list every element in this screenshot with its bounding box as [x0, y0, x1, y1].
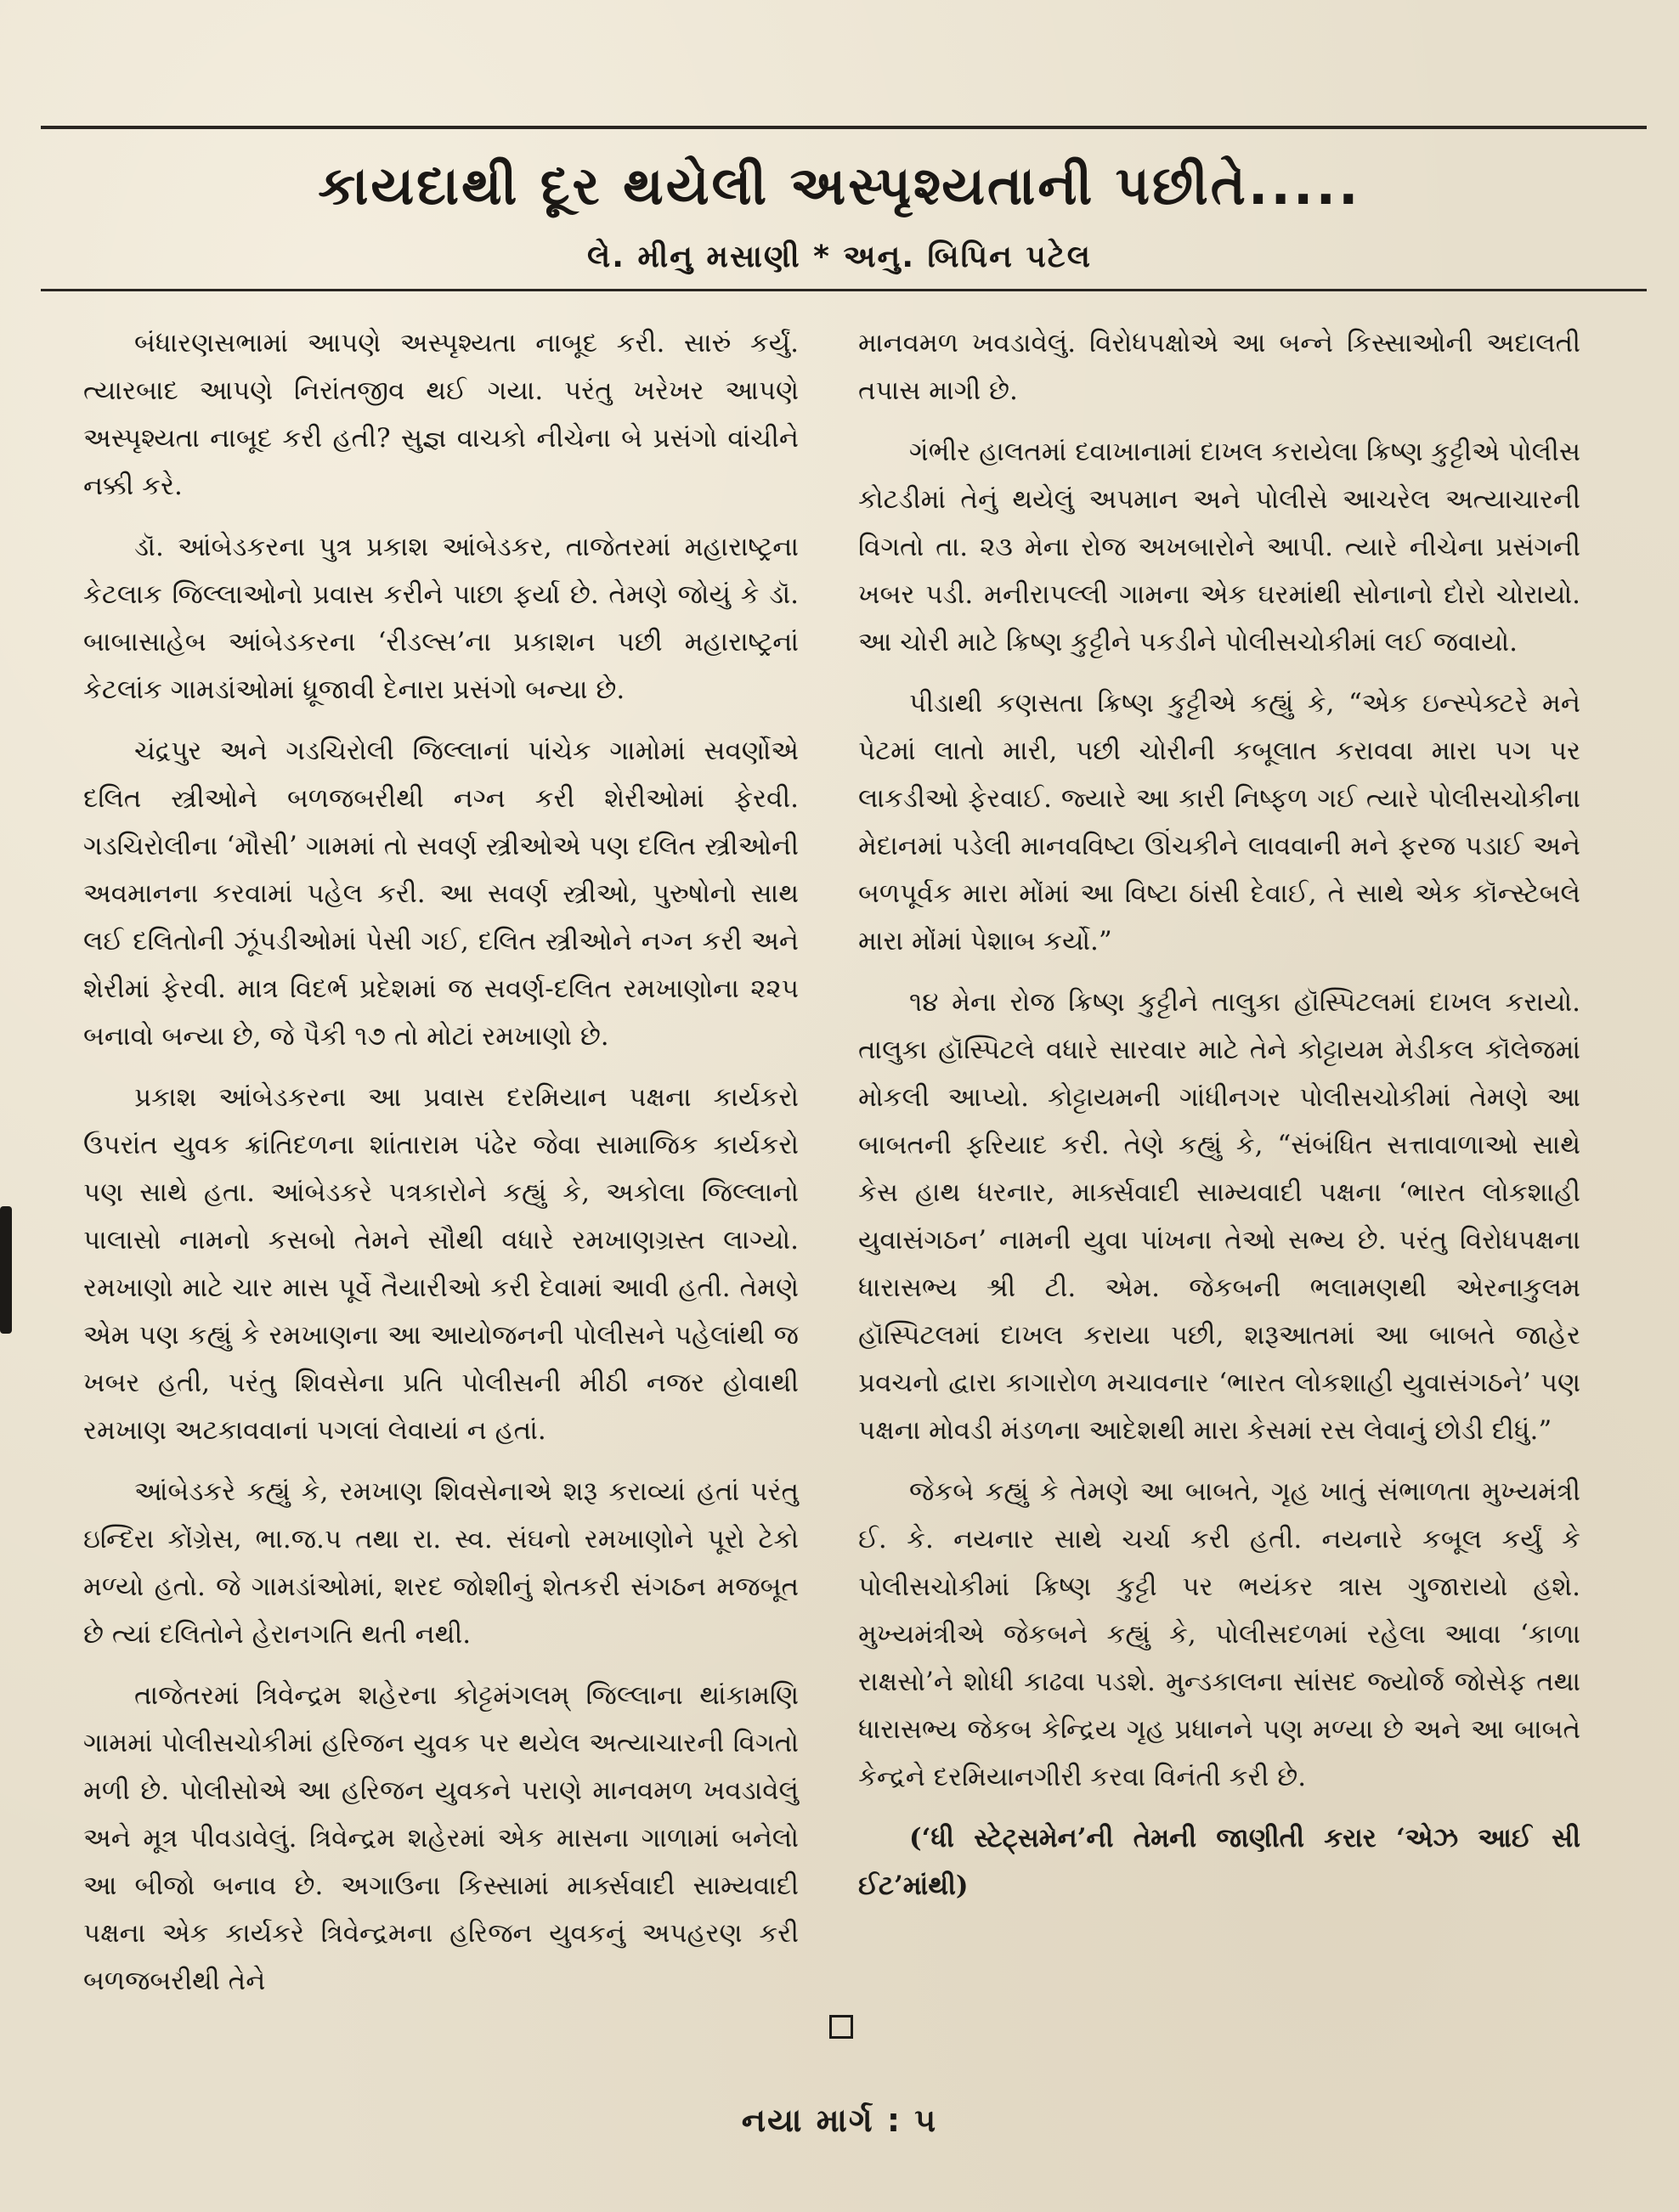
- end-square-icon: [829, 2015, 853, 2039]
- paragraph: આંબેડકરે કહ્યું કે, રમખાણ શિવસેનાએ શરૂ કરાવ્યાં હતાં પરંતુ ઇન્દિરા કોંગ્રેસ, ભા.જ.પ તથા રા. સ્વ. સંઘનો રમખાણોને પૂરો ટેકો મળ્યો હતો. જે ગામડાંઓમાં, શરદ જોશીનું શેતકરી સંગઠન મજબૂત છે ત્યાં દલિતોને હેરાનગતિ થતી નથી.: [83, 1476, 799, 1650]
- paragraph: જેકબે કહ્યું કે તેમણે આ બાબતે, ગૃહ ખાતું સંભાળતા મુખ્યમંત્રી ઈ. કે. નયનાર સાથે ચર્ચા કરી હતી. નયનારે કબૂલ કર્યું કે પોલીસચોકીમાં ક્રિષ્ણ કુટ્ટી પર ભયંકર ત્રાસ ગુજારાયો હશે. મુખ્યમંત્રીએ જેકબને કહ્યું કે, પોલીસદળમાં રહેલા આવા ‘કાળા રાક્ષસો’ને શોધી કાઢવા પડશે. મુન્ડકાલના સાંસદ જ્યોર્જ જોસેફ તથા ધારાસભ્ય જેકબ કેન્દ્રિય ગૃહ પ્રધાનને પણ મળ્યા છે અને આ બાબતે કેન્દ્રને દરમિયાનગીરી કરવા વિનંતી કરી છે.: [858, 1476, 1580, 1792]
- page-footer: નયા માર્ગ : ૫: [741, 2102, 938, 2139]
- paragraph: ચંદ્રપુર અને ગડચિરોલી જિલ્લાનાં પાંચેક ગામોમાં સવર્ણોએ દલિત સ્ત્રીઓને બળજબરીથી નગ્ન કરી શેરીઓમાં ફેરવી. ગડચિરોલીના ‘મૌસી’ ગામમાં તો સવર્ણ સ્ત્રીઓએ પણ દલિત સ્ત્રીઓની અવમાનના કરવામાં પહેલ કરી. આ સવર્ણ સ્ત્રીઓ, પુરુષોનો સાથ લઈ દલિતોની ઝૂંપડીઓમાં પેસી ગઈ, દલિત સ્ત્રીઓને નગ્ન કરી અને શેરીમાં ફેરવી. માત્ર વિદર્ભ પ્રદેશમાં જ સવર્ણ-દલિત રમખાણોના ૨૨૫ બનાવો બન્યા છે, જે પૈકી ૧૭ તો મોટાં રમખાણો છે.: [83, 736, 799, 1052]
- article-byline: લે. મીનુ મસાણી * અનુ. બિપિન પટેલ: [587, 240, 1092, 274]
- left-column: [83, 319, 799, 2018]
- top-rule: [41, 126, 1647, 129]
- paragraph: ડૉ. આંબેડકરના પુત્ર પ્રકાશ આંબેડકર, તાજેતરમાં મહારાષ્ટ્રના કેટલાક જિલ્લાઓનો પ્રવાસ કરીને પાછા ફર્યા છે. તેમણે જોયું કે ડૉ. બાબાસાહેબ આંબેડકરના ‘રીડલ્સ’ના પ્રકાશન પછી મહારાષ્ટ્રનાં કેટલાંક ગામડાંઓમાં ધ્રૂજાવી દેનારા પ્રસંગો બન્યા છે.: [83, 532, 799, 705]
- paper-tear-mark: [0, 1206, 12, 1334]
- paragraph: તાજેતરમાં ત્રિવેન્દ્રમ શહેરના કોટ્ટમંગલમ્ જિલ્લાના થાંકામણિ ગામમાં પોલીસચોકીમાં હરિજન યુવક પર થયેલ અત્યાચારની વિગતો મળી છે. પોલીસોએ આ હરિજન યુવકને પરાણે માનવમળ ખવડાવેલું અને મૂત્ર પીવડાવેલું. ત્રિવેન્દ્રમ શહેરમાં એક માસના ગાળામાં બનેલો આ બીજો બનાવ છે. અગાઉના કિસ્સામાં માર્ક્સવાદી સામ્યવાદી પક્ષના એક કાર્યકરે ત્રિવેન્દ્રમના હરિજન યુવકનું અપહરણ કરી બળજબરીથી તેને: [83, 1680, 799, 1996]
- paragraph: પીડાથી કણસતા ક્રિષ્ણ કુટ્ટીએ કહ્યું કે, “એક ઇન્સ્પેક્ટરે મને પેટમાં લાતો મારી, પછી ચોરીની કબૂલાત કરાવવા મારા પગ પર લાકડીઓ ફેરવાઈ. જ્યારે આ કારી નિષ્ફળ ગઈ ત્યારે પોલીસચોકીના મેદાનમાં પડેલી માનવવિષ્ટા ઊંચકીને લાવવાની મને ફરજ પડાઈ અને બળપૂર્વક મારા મોંમાં આ વિષ્ટા ઠાંસી દેવાઈ, તે સાથે એક કૉન્સ્ટેબલે મારા મોંમાં પેશાબ કર્યો.”: [858, 688, 1580, 956]
- paragraph: પ્રકાશ આંબેડકરના આ પ્રવાસ દરમિયાન પક્ષના કાર્યકરો ઉપરાંત યુવક ક્રાંતિદળના શાંતારામ પંઢેર જેવા સામાજિક કાર્યકરો પણ સાથે હતા. આંબેડકરે પત્રકારોને કહ્યું કે, અકોલા જિલ્લાનો પાલાસો નામનો કસબો તેમને સૌથી વધારે રમખાણગ્રસ્ત લાગ્યો. રમખાણો માટે ચાર માસ પૂર્વે તૈયારીઓ કરી દેવામાં આવી હતી. તેમણે એમ પણ કહ્યું કે રમખાણના આ આયોજનની પોલીસને પહેલાંથી જ ખબર હતી, પરંતુ શિવસેના પ્રતિ પોલીસની મીઠી નજર હોવાથી રમખાણ અટકાવવાનાં પગલાં લેવાયાં ન હતાં.: [83, 1082, 799, 1446]
- paragraph: ૧૪ મેના રોજ ક્રિષ્ણ કુટ્ટીને તાલુકા હૉસ્પિટલમાં દાખલ કરાયો. તાલુકા હૉસ્પિટલે વધારે સારવાર માટે તેને કોટ્ટાયમ મેડીકલ કૉલેજમાં મોકલી આપ્યો. કોટ્ટાયમની ગાંધીનગર પોલીસચોકીમાં તેમણે આ બાબતની ફરિયાદ કરી. તેણે કહ્યું કે, “સંબંધિત સત્તાવાળાઓ સાથે કેસ હાથ ધરનાર, માર્ક્સવાદી સામ્યવાદી પક્ષના ‘ભારત લોકશાહી યુવાસંગઠન’ નામની યુવા પાંખના તેઓ સભ્ય છે. પરંતુ વિરોધપક્ષના ધારાસભ્ય શ્રી ટી. એમ. જેકબની ભલામણથી એરનાકુલમ હૉસ્પિટલમાં દાખલ કરાયા પછી, શરૂઆતમાં આ બાબતે જાહેર પ્રવચનો દ્વારા કાગારોળ મચાવનાર ‘ભારત લોકશાહી યુવાસંગઠને’ પણ પક્ષના મોવડી મંડળના આદેશથી મારા કેસમાં રસ લેવાનું છોડી દીધું.”: [858, 987, 1580, 1446]
- source-note: (‘ધી સ્ટેટ્સમેન’ની તેમની જાણીતી કરાર ‘એઝ આઈ સી ઈટ’માંથી): [858, 1823, 1580, 1901]
- paragraph: બંધારણસભામાં આપણે અસ્પૃશ્યતા નાબૂદ કરી. સારું કર્યું. ત્યારબાદ આપણે નિરાંતજીવ થઈ ગયા. પરંતુ ખરેખર આપણે અસ્પૃશ્યતા નાબૂદ કરી હતી? સુજ્ઞ વાચકો નીચેના બે પ્રસંગો વાંચીને નક્કી કરે.: [83, 328, 799, 501]
- paragraph: માનવમળ ખવડાવેલું. વિરોધપક્ષોએ આ બન્ને કિસ્સાઓની અદાલતી તપાસ માગી છે.: [858, 328, 1580, 406]
- paragraph: ગંભીર હાલતમાં દવાખાનામાં દાખલ કરાયેલા ક્રિષ્ણ કુટ્ટીએ પોલીસ કોટડીમાં તેનું થયેલું અપમાન અને પોલીસે આચરેલ અત્યાચારની વિગતો તા. ૨૩ મેના રોજ અખબારોને આપી. ત્યારે નીચેના પ્રસંગની ખબર પડી. મનીરાપલ્લી ગામના એક ઘરમાંથી સોનાનો દોરો ચોરાયો. આ ચોરી માટે ક્રિષ્ણ કુટ્ટીને પકડીને પોલીસચોકીમાં લઈ જવાયો.: [858, 437, 1580, 657]
- article-title: કાયદાથી દૂર થયેલી અસ્પૃશ્યતાની પછીતે.....: [318, 155, 1361, 217]
- right-column: [858, 319, 1580, 1923]
- header-rule: [41, 289, 1647, 291]
